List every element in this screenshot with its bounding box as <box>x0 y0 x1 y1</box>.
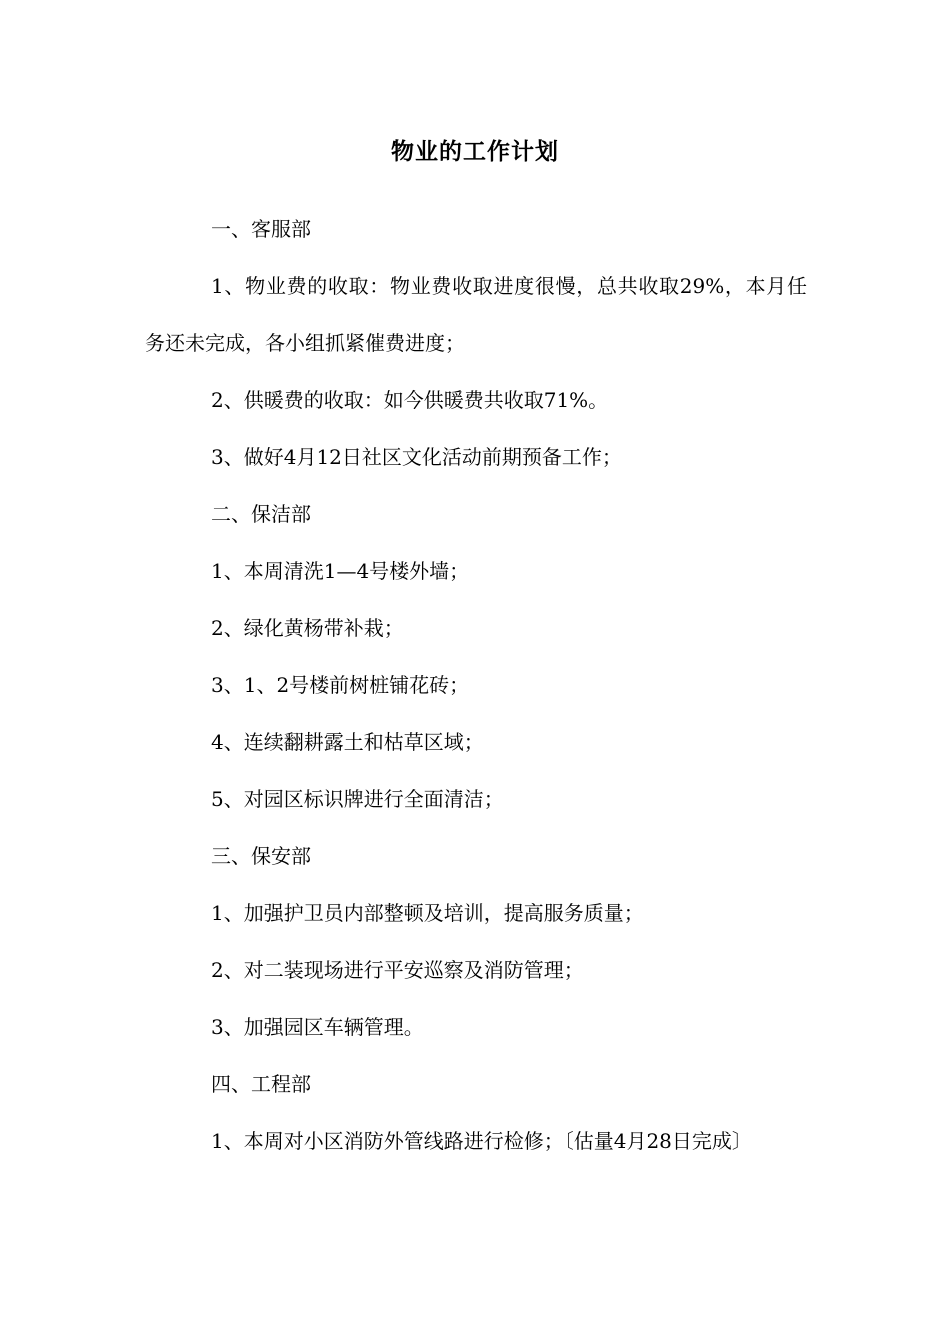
paragraph-soil-tilling: 4、连续翻耕露土和枯草区域； <box>211 730 484 754</box>
section-heading-engineering: 四、工程部 <box>211 1072 311 1096</box>
paragraph-heating-fee: 2、供暖费的收取：如今供暖费共收取71%。 <box>211 388 609 412</box>
paragraph-wall-cleaning: 1、本周清洗1—4号楼外墙； <box>211 559 470 583</box>
document-body <box>145 201 807 1170</box>
document-title: 物业的工作计划 <box>391 138 559 165</box>
paragraph-patrol: 2、对二装现场进行平安巡察及消防管理； <box>211 958 584 982</box>
section-heading-security: 三、保安部 <box>211 844 311 868</box>
paragraph-property-fee: 1、物业费的收取：物业费收取进度很慢，总共收取29%，本月任务还未完成，各小组抓紧催费进度； <box>145 274 807 355</box>
paragraph-vehicle-management: 3、加强园区车辆管理。 <box>211 1015 424 1039</box>
paragraph-fire-pipeline: 1、本周对小区消防外管线路进行检修；〔估量4月28日完成〕 <box>211 1129 752 1153</box>
paragraph-community-event: 3、做好4月12日社区文化活动前期预备工作； <box>211 445 622 469</box>
section-heading-customer-service: 一、客服部 <box>211 217 311 241</box>
paragraph-hedge-replanting: 2、绿化黄杨带补栽； <box>211 616 404 640</box>
paragraph-sign-cleaning: 5、对园区标识牌进行全面清洁； <box>211 787 504 811</box>
section-heading-cleaning: 二、保洁部 <box>211 502 311 526</box>
paragraph-paving: 3、1、2号楼前树桩铺花砖； <box>211 673 470 697</box>
paragraph-guard-training: 1、加强护卫员内部整顿及培训，提高服务质量； <box>211 901 644 925</box>
